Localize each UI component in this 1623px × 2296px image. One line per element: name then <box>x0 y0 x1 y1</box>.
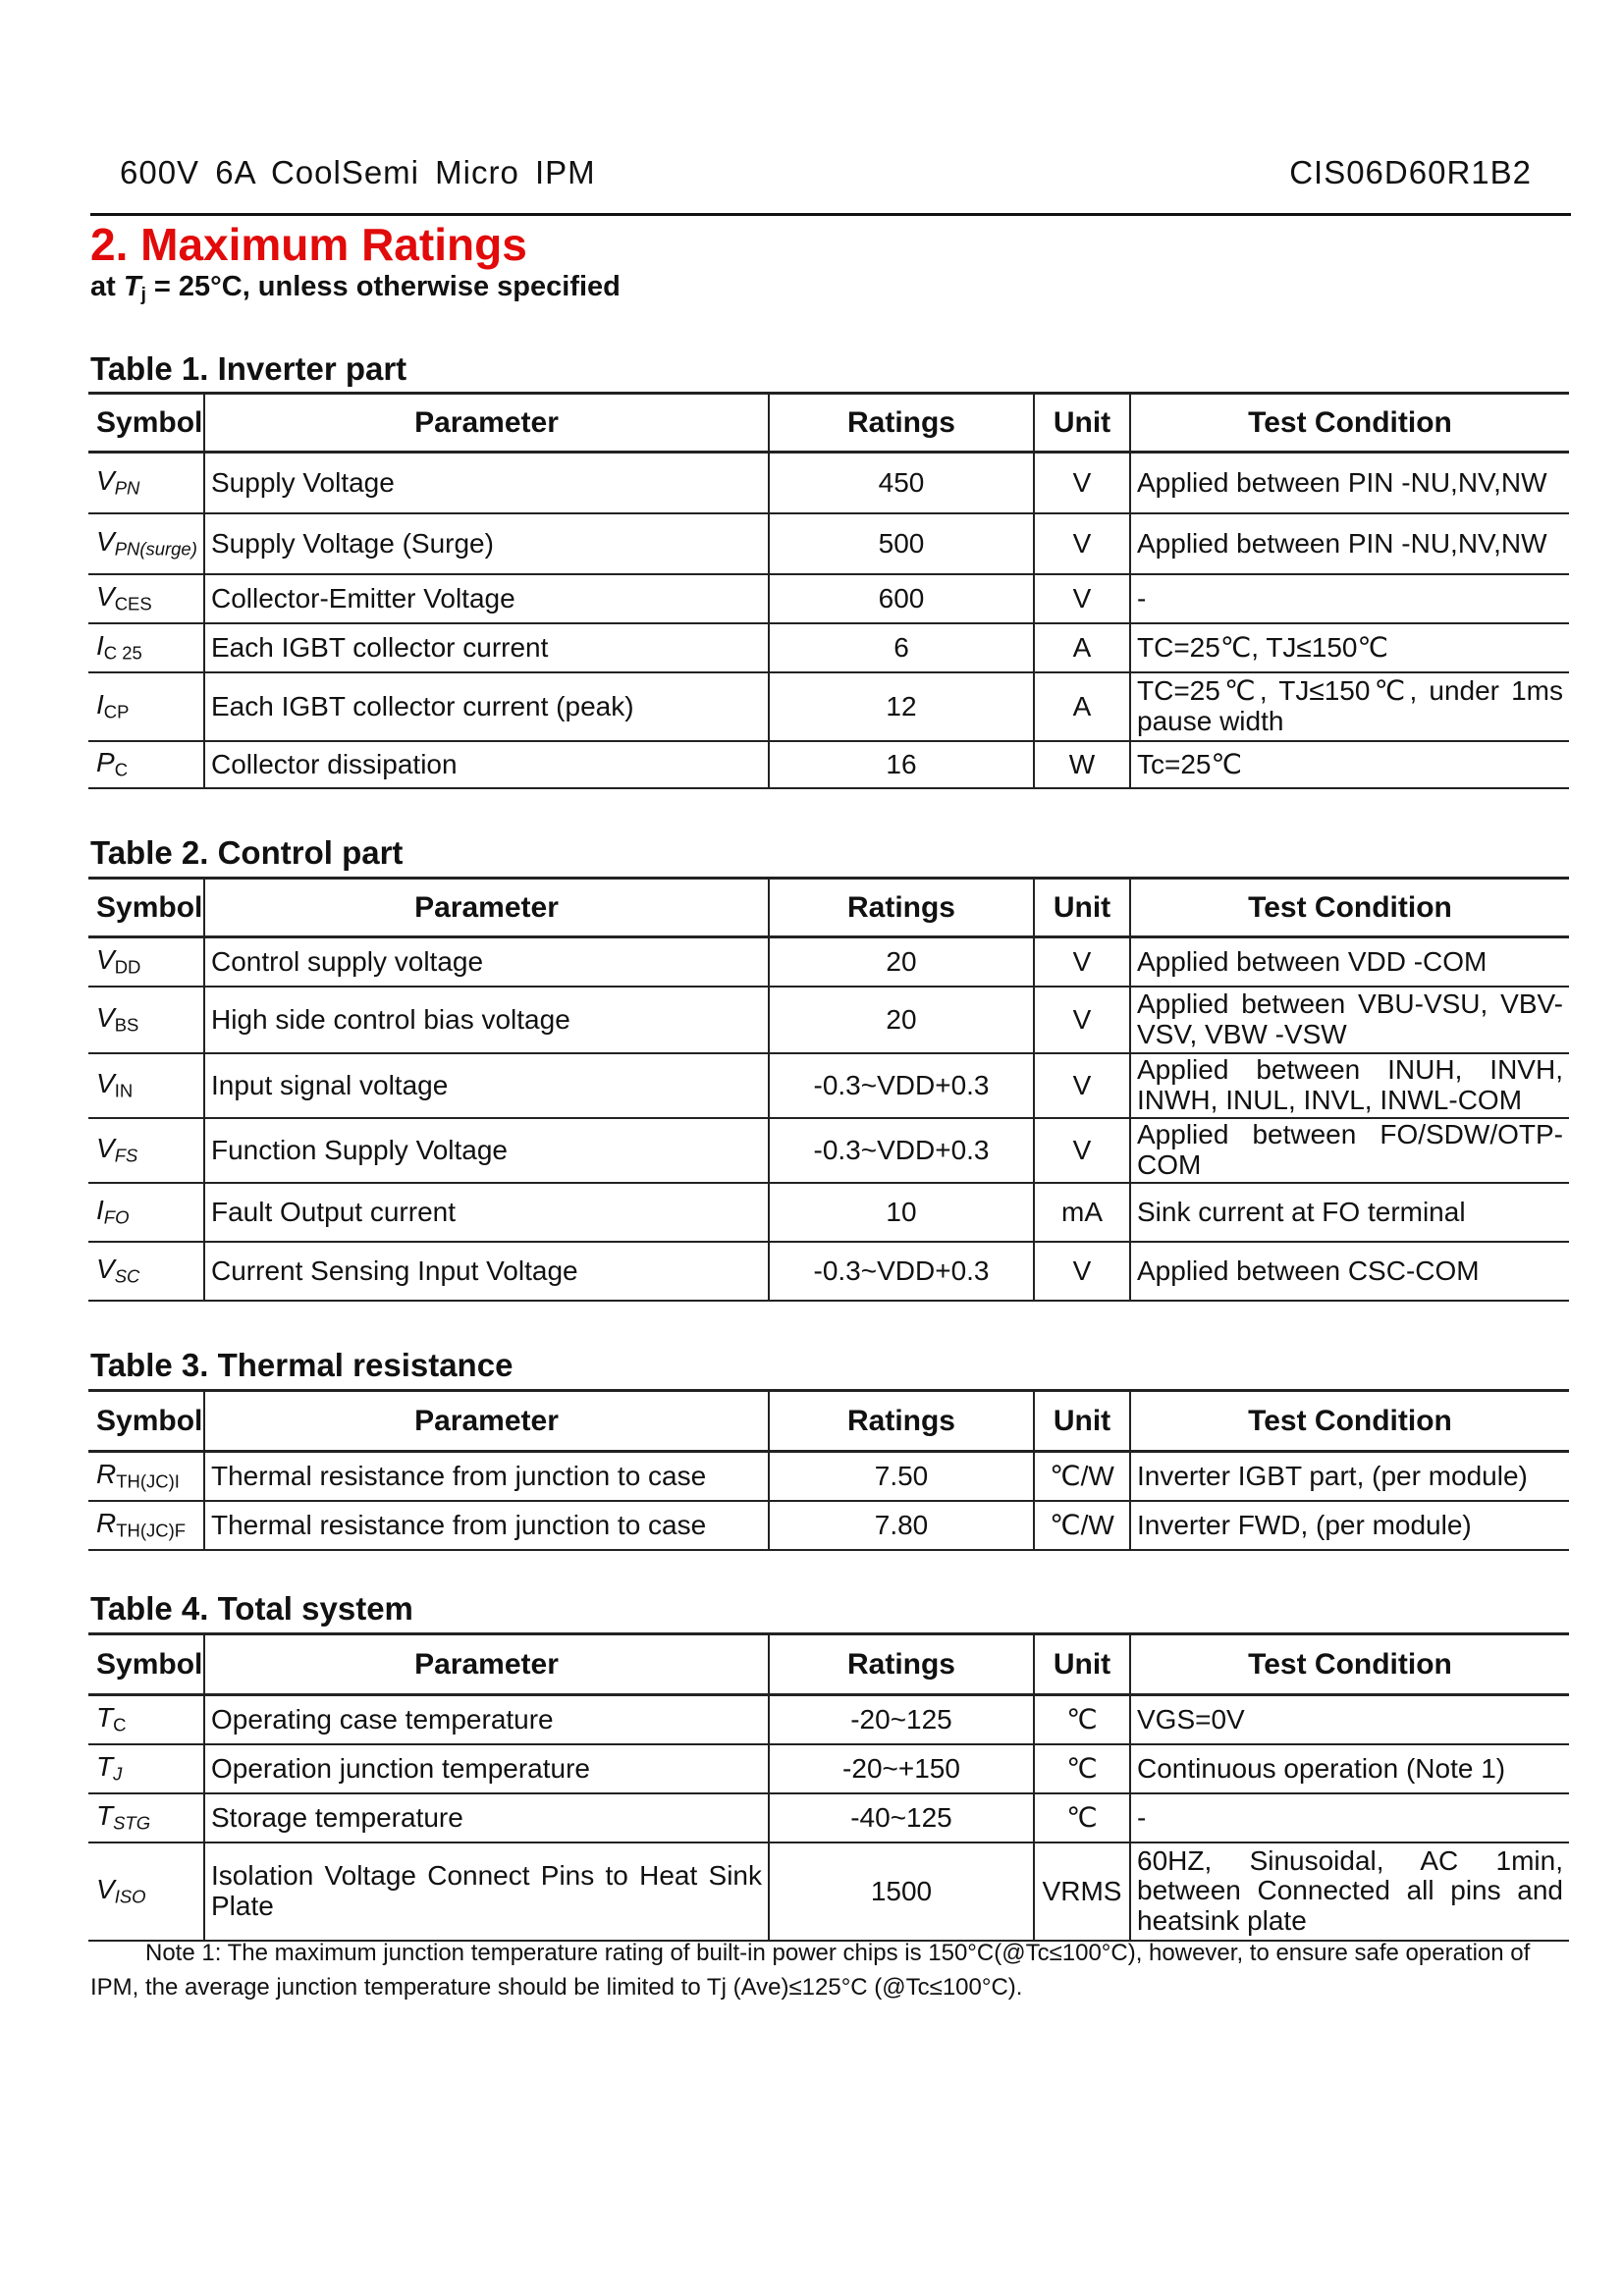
unit-cell: V <box>1034 1242 1130 1301</box>
unit-cell: ℃ <box>1034 1793 1130 1842</box>
parameter-cell: Current Sensing Input Voltage <box>204 1242 769 1301</box>
col-header-parameter: Parameter <box>204 1391 769 1452</box>
unit-cell: V <box>1034 1053 1130 1118</box>
col-header-test-condition: Test Condition <box>1130 1391 1569 1452</box>
parameter-cell: Thermal resistance from junction to case <box>204 1452 769 1501</box>
condition-cell: Inverter FWD, (per module) <box>1130 1501 1569 1550</box>
rating-cell: 20 <box>769 937 1034 987</box>
symbol-cell: $V_{ISO}$ <box>88 1842 204 1941</box>
table-row <box>88 1842 1569 1941</box>
rating-cell: 16 <box>769 741 1034 788</box>
table-row <box>88 453 1569 513</box>
table-3-caption: Table 3. Thermal resistance <box>90 1347 514 1383</box>
symbol-cell: $R_{TH(JC)F}$ <box>88 1501 204 1550</box>
symbol-cell: $R_{TH(JC)I}$ <box>88 1452 204 1501</box>
rating-cell: -20~+150 <box>769 1744 1034 1793</box>
unit-cell: V <box>1034 987 1130 1053</box>
table-inverter-part <box>88 392 1569 789</box>
table-row <box>88 1053 1569 1118</box>
col-header-unit: Unit <box>1034 1634 1130 1695</box>
unit-cell: A <box>1034 672 1130 741</box>
col-header-unit: Unit <box>1034 879 1130 937</box>
table-2-caption: Table 2. Control part <box>90 834 404 871</box>
parameter-cell: Operating case temperature <box>204 1695 769 1744</box>
condition-cell: Sink current at FO terminal <box>1130 1183 1569 1242</box>
page-header <box>90 154 1571 216</box>
parameter-cell: Each IGBT collector current <box>204 623 769 672</box>
symbol-cell: $V_{PN(surge)}$ <box>88 513 204 574</box>
rating-cell: 500 <box>769 513 1034 574</box>
parameter-cell: Operation junction temperature <box>204 1744 769 1793</box>
condition-cell: Applied between PIN -NU,NV,NW <box>1130 453 1569 513</box>
parameter-cell: Each IGBT collector current (peak) <box>204 672 769 741</box>
col-header-ratings: Ratings <box>769 879 1034 937</box>
table-row <box>88 741 1569 788</box>
rating-cell: 1500 <box>769 1842 1034 1941</box>
condition-cell: VGS=0V <box>1130 1695 1569 1744</box>
condition-cell: Continuous operation (Note 1) <box>1130 1744 1569 1793</box>
unit-cell: ℃ <box>1034 1744 1130 1793</box>
parameter-cell: Collector-Emitter Voltage <box>204 574 769 623</box>
unit-cell: mA <box>1034 1183 1130 1242</box>
rating-cell: -0.3~VDD+0.3 <box>769 1242 1034 1301</box>
col-header-unit: Unit <box>1034 394 1130 453</box>
symbol-cell: $P_C$ <box>88 741 204 788</box>
rating-cell: 450 <box>769 453 1034 513</box>
table-row <box>88 513 1569 574</box>
unit-cell: ℃/W <box>1034 1501 1130 1550</box>
unit-cell: V <box>1034 513 1130 574</box>
rating-cell: 20 <box>769 987 1034 1053</box>
symbol-cell: $V_{IN}$ <box>88 1053 204 1118</box>
parameter-cell: High side control bias voltage <box>204 987 769 1053</box>
table-total-system <box>88 1632 1569 1942</box>
rating-cell: 10 <box>769 1183 1034 1242</box>
section-title: 2. Maximum Ratings <box>90 219 527 270</box>
table-row <box>88 1183 1569 1242</box>
unit-cell: V <box>1034 574 1130 623</box>
unit-cell: V <box>1034 1118 1130 1183</box>
condition-cell: Tc=25℃ <box>1130 741 1569 788</box>
col-header-symbol: Symbol <box>88 394 204 453</box>
condition-cell: Applied between FO/SDW/OTP-COM <box>1130 1118 1569 1183</box>
col-header-test-condition: Test Condition <box>1130 1634 1569 1695</box>
unit-cell: V <box>1034 453 1130 513</box>
table-row <box>88 1501 1569 1550</box>
col-header-parameter: Parameter <box>204 879 769 937</box>
rating-cell: 7.50 <box>769 1452 1034 1501</box>
footnote-text: Note 1: The maximum junction temperature rating of built-in power chips is 150°C(@Tc≤100°C), however, to ensure safe operation of IPM, the average junction temperature should be limited to Tj (Ave)≤125°C (@Tc≤100°C). <box>90 1940 1531 2001</box>
condition-cell: TC=25℃, TJ≤150℃ <box>1130 623 1569 672</box>
symbol-cell: $T_J$ <box>88 1744 204 1793</box>
col-header-test-condition: Test Condition <box>1130 879 1569 937</box>
symbol-cell: $V_{FS}$ <box>88 1118 204 1183</box>
table-row <box>88 1452 1569 1501</box>
condition-cell: Applied between VBU-VSU, VBV-VSV, VBW -VSW <box>1130 987 1569 1053</box>
parameter-cell: Thermal resistance from junction to case <box>204 1501 769 1550</box>
symbol-cell: $I_{C 25}$ <box>88 623 204 672</box>
col-header-unit: Unit <box>1034 1391 1130 1452</box>
parameter-cell: Isolation Voltage Connect Pins to Heat Sink Plate <box>204 1842 769 1941</box>
parameter-cell: Control supply voltage <box>204 937 769 987</box>
parameter-cell: Collector dissipation <box>204 741 769 788</box>
table-thermal-resistance <box>88 1389 1569 1551</box>
rating-cell: 600 <box>769 574 1034 623</box>
unit-cell: ℃/W <box>1034 1452 1130 1501</box>
table-row <box>88 623 1569 672</box>
condition-cell: - <box>1130 1793 1569 1842</box>
condition-cell: - <box>1130 574 1569 623</box>
col-header-parameter: Parameter <box>204 394 769 453</box>
condition-cell: 60HZ, Sinusoidal, AC 1min, between Connected all pins and heatsink plate <box>1130 1842 1569 1941</box>
parameter-cell: Function Supply Voltage <box>204 1118 769 1183</box>
section-subtitle: at $T_j = 25^\circ C$, unless otherwise specified <box>90 271 621 305</box>
symbol-cell: $I_{FO}$ <box>88 1183 204 1242</box>
unit-cell: VRMS <box>1034 1842 1130 1941</box>
rating-cell: 12 <box>769 672 1034 741</box>
symbol-cell: $I_{CP}$ <box>88 672 204 741</box>
unit-cell: W <box>1034 741 1130 788</box>
table-4-caption: Table 4. Total system <box>90 1590 413 1627</box>
table-row <box>88 672 1569 741</box>
unit-cell: ℃ <box>1034 1695 1130 1744</box>
symbol-cell: $V_{PN}$ <box>88 453 204 513</box>
symbol-cell: $V_{DD}$ <box>88 937 204 987</box>
col-header-parameter: Parameter <box>204 1634 769 1695</box>
parameter-cell: Input signal voltage <box>204 1053 769 1118</box>
table-control-part <box>88 877 1569 1302</box>
col-header-ratings: Ratings <box>769 394 1034 453</box>
rating-cell: -20~125 <box>769 1695 1034 1744</box>
condition-cell: TC=25℃, TJ≤150℃, under 1ms pause width <box>1130 672 1569 741</box>
condition-cell: Applied between PIN -NU,NV,NW <box>1130 513 1569 574</box>
footnote <box>90 1936 1571 2004</box>
rating-cell: -0.3~VDD+0.3 <box>769 1118 1034 1183</box>
symbol-cell: $V_{CES}$ <box>88 574 204 623</box>
col-header-symbol: Symbol <box>88 879 204 937</box>
unit-cell: A <box>1034 623 1130 672</box>
symbol-cell: $V_{SC}$ <box>88 1242 204 1301</box>
unit-cell: V <box>1034 937 1130 987</box>
condition-cell: Inverter IGBT part, (per module) <box>1130 1452 1569 1501</box>
rating-cell: -0.3~VDD+0.3 <box>769 1053 1034 1118</box>
parameter-cell: Supply Voltage <box>204 453 769 513</box>
table-row <box>88 1744 1569 1793</box>
table-row <box>88 1118 1569 1183</box>
condition-cell: Applied between CSC-COM <box>1130 1242 1569 1301</box>
col-header-symbol: Symbol <box>88 1391 204 1452</box>
table-row <box>88 937 1569 987</box>
condition-cell: Applied between INUH, INVH, INWH, INUL, INVL, INWL-COM <box>1130 1053 1569 1118</box>
table-1-caption: Table 1. Inverter part <box>90 350 407 387</box>
col-header-test-condition: Test Condition <box>1130 394 1569 453</box>
symbol-cell: $T_C$ <box>88 1695 204 1744</box>
symbol-cell: $T_{STG}$ <box>88 1793 204 1842</box>
parameter-cell: Supply Voltage (Surge) <box>204 513 769 574</box>
table-row <box>88 1242 1569 1301</box>
parameter-cell: Storage temperature <box>204 1793 769 1842</box>
parameter-cell: Fault Output current <box>204 1183 769 1242</box>
col-header-ratings: Ratings <box>769 1391 1034 1452</box>
col-header-symbol: Symbol <box>88 1634 204 1695</box>
col-header-ratings: Ratings <box>769 1634 1034 1695</box>
header-product-name: 600V 6A CoolSemi Micro IPM <box>120 154 596 190</box>
table-row <box>88 1695 1569 1744</box>
table-row <box>88 987 1569 1053</box>
symbol-cell: $V_{BS}$ <box>88 987 204 1053</box>
table-row <box>88 574 1569 623</box>
condition-cell: Applied between VDD -COM <box>1130 937 1569 987</box>
rating-cell: 7.80 <box>769 1501 1034 1550</box>
table-row <box>88 1793 1569 1842</box>
rating-cell: -40~125 <box>769 1793 1034 1842</box>
header-part-number: CIS06D60R1B2 <box>1289 154 1532 190</box>
rating-cell: 6 <box>769 623 1034 672</box>
